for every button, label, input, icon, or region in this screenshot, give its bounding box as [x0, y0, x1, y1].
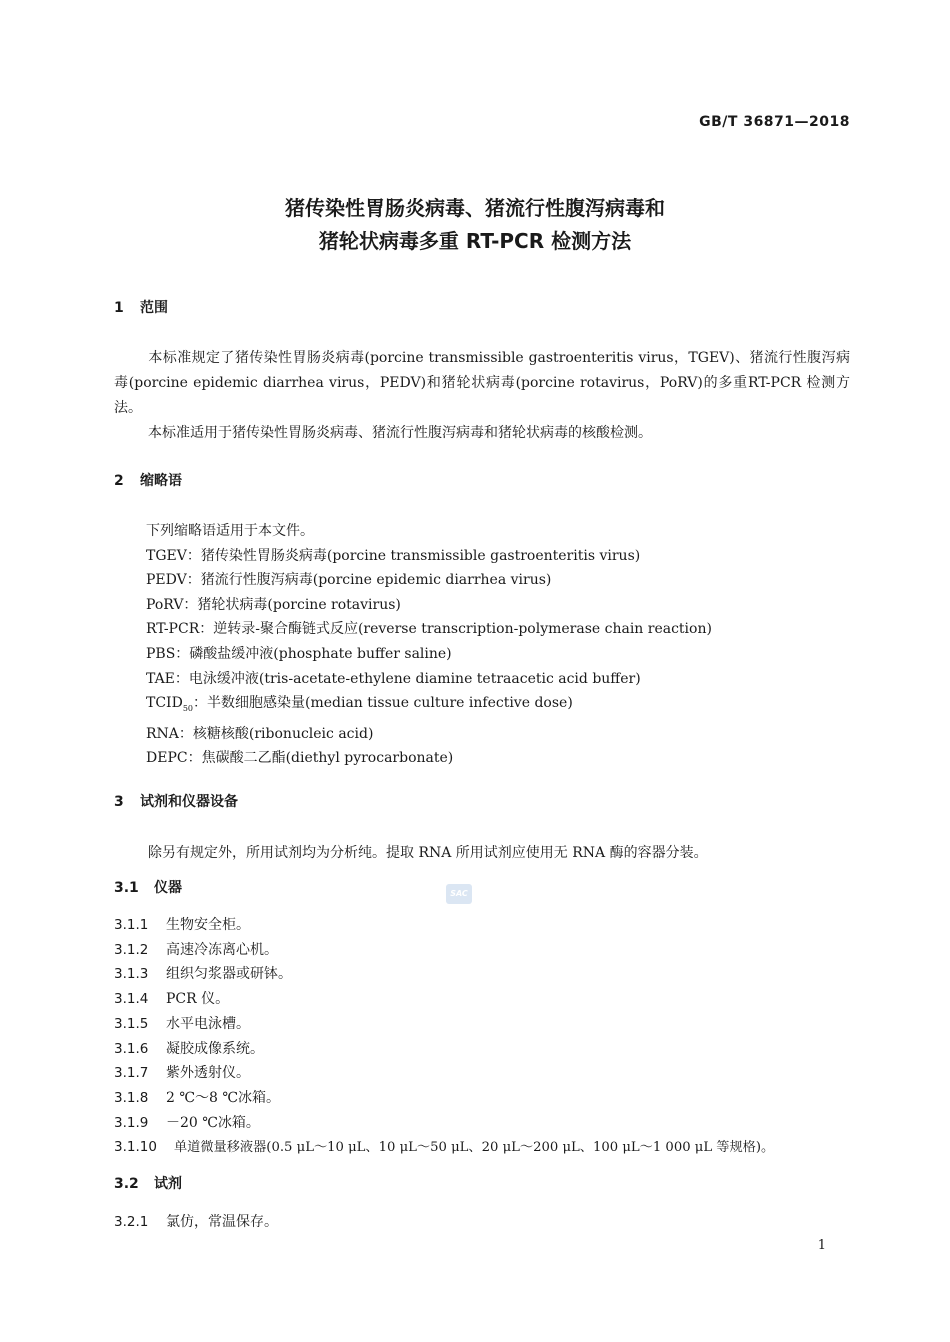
paragraph-text: 除另有规定外，所用试剂均为分析纯。提取 RNA 所用试剂应使用无 RNA 酶的容器分装。 [148, 845, 708, 861]
section-title: 试剂和仪器设备 [140, 794, 238, 810]
section-title: 缩略语 [140, 473, 182, 489]
section-3-heading [114, 792, 238, 812]
instrument-item: 3.1.9 －20 ℃冰箱。 [114, 1114, 260, 1131]
abbreviation-item: PEDV：猪流行性腹泻病毒(porcine epidemic diarrhea virus) [146, 572, 552, 589]
page-number: 1 [817, 1238, 826, 1253]
reagent-item: 3.2.1 氯仿，常温保存。 [114, 1214, 278, 1230]
abbreviation-item: TAE：电泳缓冲液(tris-acetate-ethylene diamine tetraacetic acid buffer) [146, 670, 641, 687]
instrument-item: 3.1.1 生物安全柜。 [114, 917, 250, 933]
section-1-paragraph-1 [114, 346, 850, 421]
section-3-intro [114, 841, 850, 866]
instrument-item: 3.1.8 2 ℃～8 ℃冰箱。 [114, 1089, 281, 1106]
section-title: 范围 [140, 300, 168, 316]
subsection-title: 仪器 [154, 880, 182, 896]
abbreviation-item: PBS：磷酸盐缓冲液(phosphate buffer saline) [146, 645, 452, 662]
instrument-item: 3.1.5 水平电泳槽。 [114, 1015, 250, 1032]
reagent-list [114, 1210, 278, 1235]
paragraph-text: 本标准规定了猪传染性胃肠炎病毒(porcine transmissible gastroenteritis virus，TGEV)、猪流行性腹泻病毒(porcine epidemic diarrhea virus，PEDV)和猪轮状病毒(porcine rotavirus，PoRV)的多重RT-PCR 检测方法。 [114, 350, 850, 416]
instrument-item: 3.1.7 紫外透射仪。 [114, 1065, 250, 1082]
instrument-list [114, 913, 774, 1161]
subsection-number: 3.1 [114, 880, 139, 896]
subsection-3-2-heading [114, 1174, 182, 1194]
title-line-1: 猪传染性胃肠炎病毒、猪流行性腹泻病毒和 [285, 196, 665, 220]
section-1-paragraph-2 [114, 421, 850, 446]
document-title [0, 192, 950, 258]
instrument-item: 3.1.6 凝胶成像系统。 [114, 1040, 264, 1057]
section-number: 3 [114, 794, 124, 810]
instrument-item: 3.1.4 PCR 仪。 [114, 991, 230, 1008]
section-number: 2 [114, 473, 124, 489]
abbreviation-item: RNA：核糖核酸(ribonucleic acid) [146, 725, 374, 742]
section-number: 1 [114, 300, 124, 316]
sac-watermark-logo: SAC [446, 884, 472, 904]
section-2-heading [114, 471, 182, 491]
instrument-item: 3.1.3 组织匀浆器或研钵。 [114, 966, 292, 983]
standard-code: GB/T 36871—2018 [699, 114, 850, 130]
abbreviation-intro: 下列缩略语适用于本文件。 [146, 523, 314, 539]
instrument-item: 3.1.2 高速冷冻离心机。 [114, 941, 278, 958]
title-line-2: 猪轮状病毒多重 RT-PCR 检测方法 [318, 229, 632, 253]
abbreviation-item: PoRV：猪轮状病毒(porcine rotavirus) [146, 596, 401, 613]
abbreviation-item: TGEV：猪传染性胃肠炎病毒(porcine transmissible gastroenteritis virus) [146, 547, 641, 564]
abbreviation-item: DEPC：焦碳酸二乙酯(diethyl pyrocarbonate) [146, 750, 454, 767]
instrument-item: 3.1.10 单道微量移液器(0.5 μL～10 μL、10 μL～50 μL、20 μL～200 μL、100 μL～1 000 μL 等规格)。 [114, 1139, 775, 1156]
abbreviation-item-tcid50: $TCID_{50}$：半数细胞感染量(median tissue culture infective dose) [146, 695, 573, 713]
subsection-3-1-heading [114, 878, 182, 898]
abbreviation-list [146, 519, 712, 771]
paragraph-text: 本标准适用于猪传染性胃肠炎病毒、猪流行性腹泻病毒和猪轮状病毒的核酸检测。 [148, 425, 652, 441]
subsection-title: 试剂 [154, 1176, 182, 1192]
abbreviation-item: RT-PCR：逆转录-聚合酶链式反应(reverse transcription-polymerase chain reaction) [146, 621, 712, 638]
subsection-number: 3.2 [114, 1176, 139, 1192]
section-1-heading [114, 298, 168, 318]
